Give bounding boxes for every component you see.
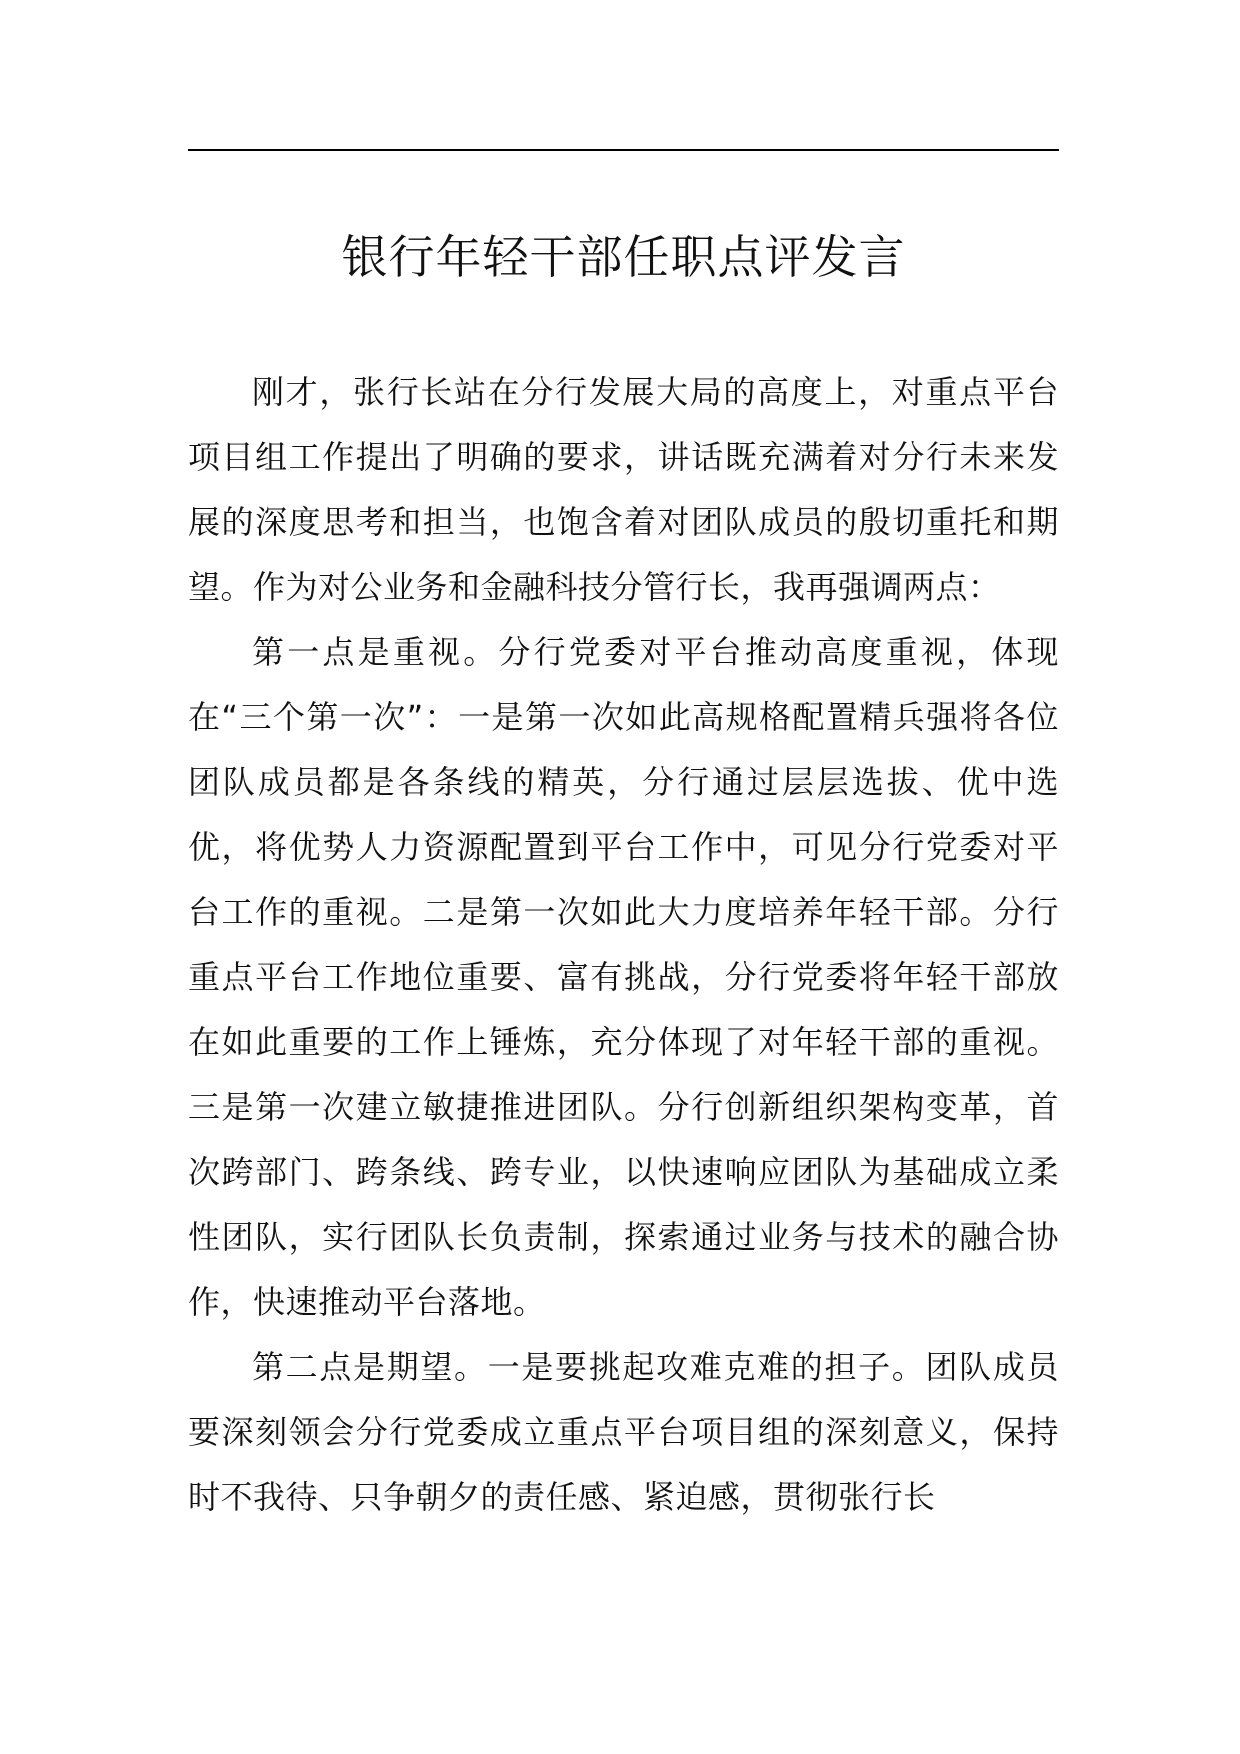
header-rule: [188, 149, 1059, 151]
document-title: 银行年轻干部任职点评发言: [341, 230, 906, 284]
paragraph-2: 第一点是重视。分行党委对平台推动高度重视，体现在“三个第一次”：一是第一次如此高规格配置精兵强将各位团队成员都是各条线的精英，分行通过层层选拔、优中选优，将优势人力资源配置到平台工作中，可见分行党委对平台工作的重视。二是第一次如此大力度培养年轻干部。分行重点平台工作地位重要、富有挑战，分行党委将年轻干部放在如此重要的工作上锤炼，充分体现了对年轻干部的重视。三是第一次建立敏捷推进团队。分行创新组织架构变革，首次跨部门、跨条线、跨专业，以快速响应团队为基础成立柔性团队，实行团队长负责制，探索通过业务与技术的融合协作，快速推动平台落地。: [188, 633, 1059, 1321]
document-body: [188, 360, 1059, 1530]
paragraph-1: 刚才，张行长站在分行发展大局的高度上，对重点平台项目组工作提出了明确的要求，讲话既充满着对分行未来发展的深度思考和担当，也饱含着对团队成员的殷切重托和期望。作为对公业务和金融科技分管行长，我再强调两点：: [188, 373, 1059, 606]
paragraph-3: 第二点是期望。一是要挑起攻难克难的担子。团队成员要深刻领会分行党委成立重点平台项目组的深刻意义，保持时不我待、只争朝夕的责任感、紧迫感，贯彻张行长: [188, 1348, 1059, 1516]
